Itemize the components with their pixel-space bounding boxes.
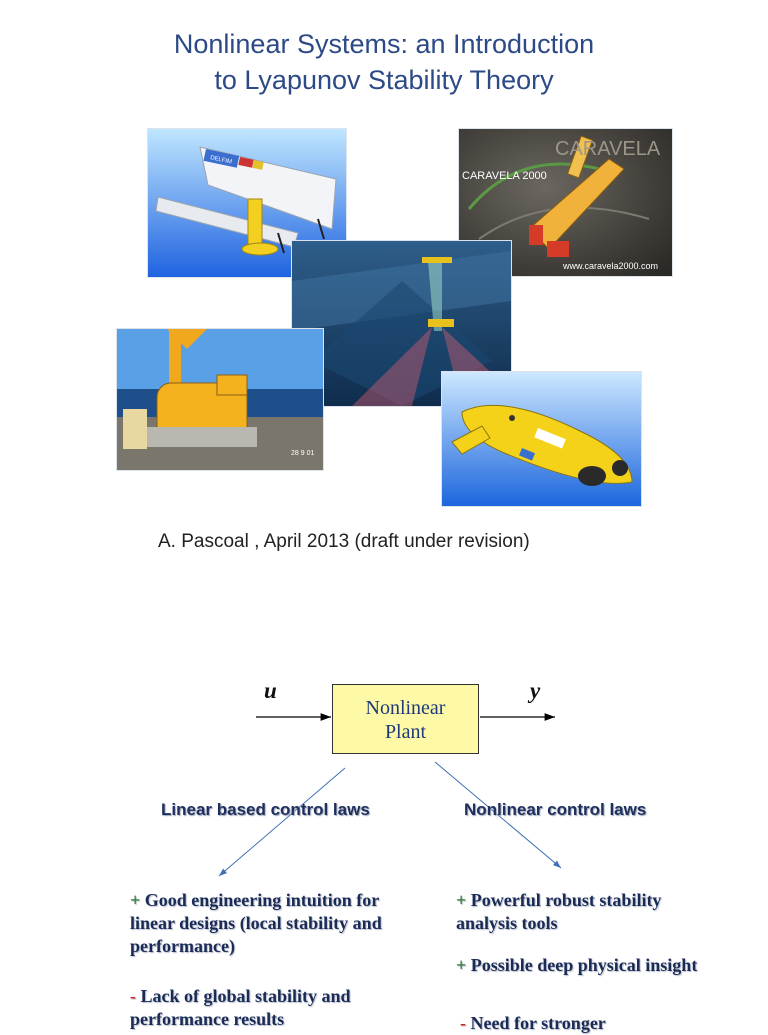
nonlinear-pro-1-sign: +: [456, 890, 467, 910]
nonlinear-pro-2-text: Possible deep physical insight: [470, 955, 698, 975]
nonlinear-con-text: Need for stronger: [470, 1013, 606, 1033]
nonlinear-pro-item-1: [456, 889, 706, 935]
linear-con-sign: -: [130, 986, 136, 1006]
output-signal-label: y: [530, 678, 541, 703]
linear-con-item: [130, 985, 380, 1031]
linear-control-heading: Linear based control laws: [161, 800, 370, 819]
linear-pro-item: [130, 889, 405, 958]
author-date-line: A. Pascoal , April 2013 (draft under revision): [158, 531, 530, 552]
caravela-subtitle: CARAVELA 2000: [462, 170, 547, 182]
nonlinear-plant-block: [332, 684, 479, 754]
caravela-brand: CARAVELA: [555, 138, 661, 160]
nonlinear-pro-1-text: Powerful robust stability analysis tools: [456, 890, 662, 933]
nonlinear-control-heading: Nonlinear control laws: [464, 800, 647, 819]
nonlinear-con-sign: -: [460, 1013, 466, 1033]
nonlinear-pro-item-2: [456, 954, 706, 977]
linear-pro-sign: +: [130, 890, 141, 910]
left-branch-arrow: [219, 768, 345, 876]
plant-label-line-1: Nonlinear: [365, 697, 446, 719]
plant-label-line-2: Plant: [384, 721, 427, 743]
deck-date-stamp: 28 9 01: [291, 450, 315, 457]
title-line-1: Nonlinear Systems: an Introduction: [173, 29, 595, 59]
nonlinear-pro-2-sign: +: [456, 955, 467, 975]
input-signal-label: u: [264, 678, 277, 703]
title-line-2: to Lyapunov Stability Theory: [214, 65, 554, 95]
linear-pro-text: Good engineering intuition for linear designs (local stability and performance): [130, 890, 382, 956]
delfim-flag-text: DELFIM: [209, 155, 233, 166]
linear-con-text: Lack of global stability and performance results: [130, 986, 351, 1029]
caravela-url: www.caravela2000.com: [563, 261, 659, 271]
